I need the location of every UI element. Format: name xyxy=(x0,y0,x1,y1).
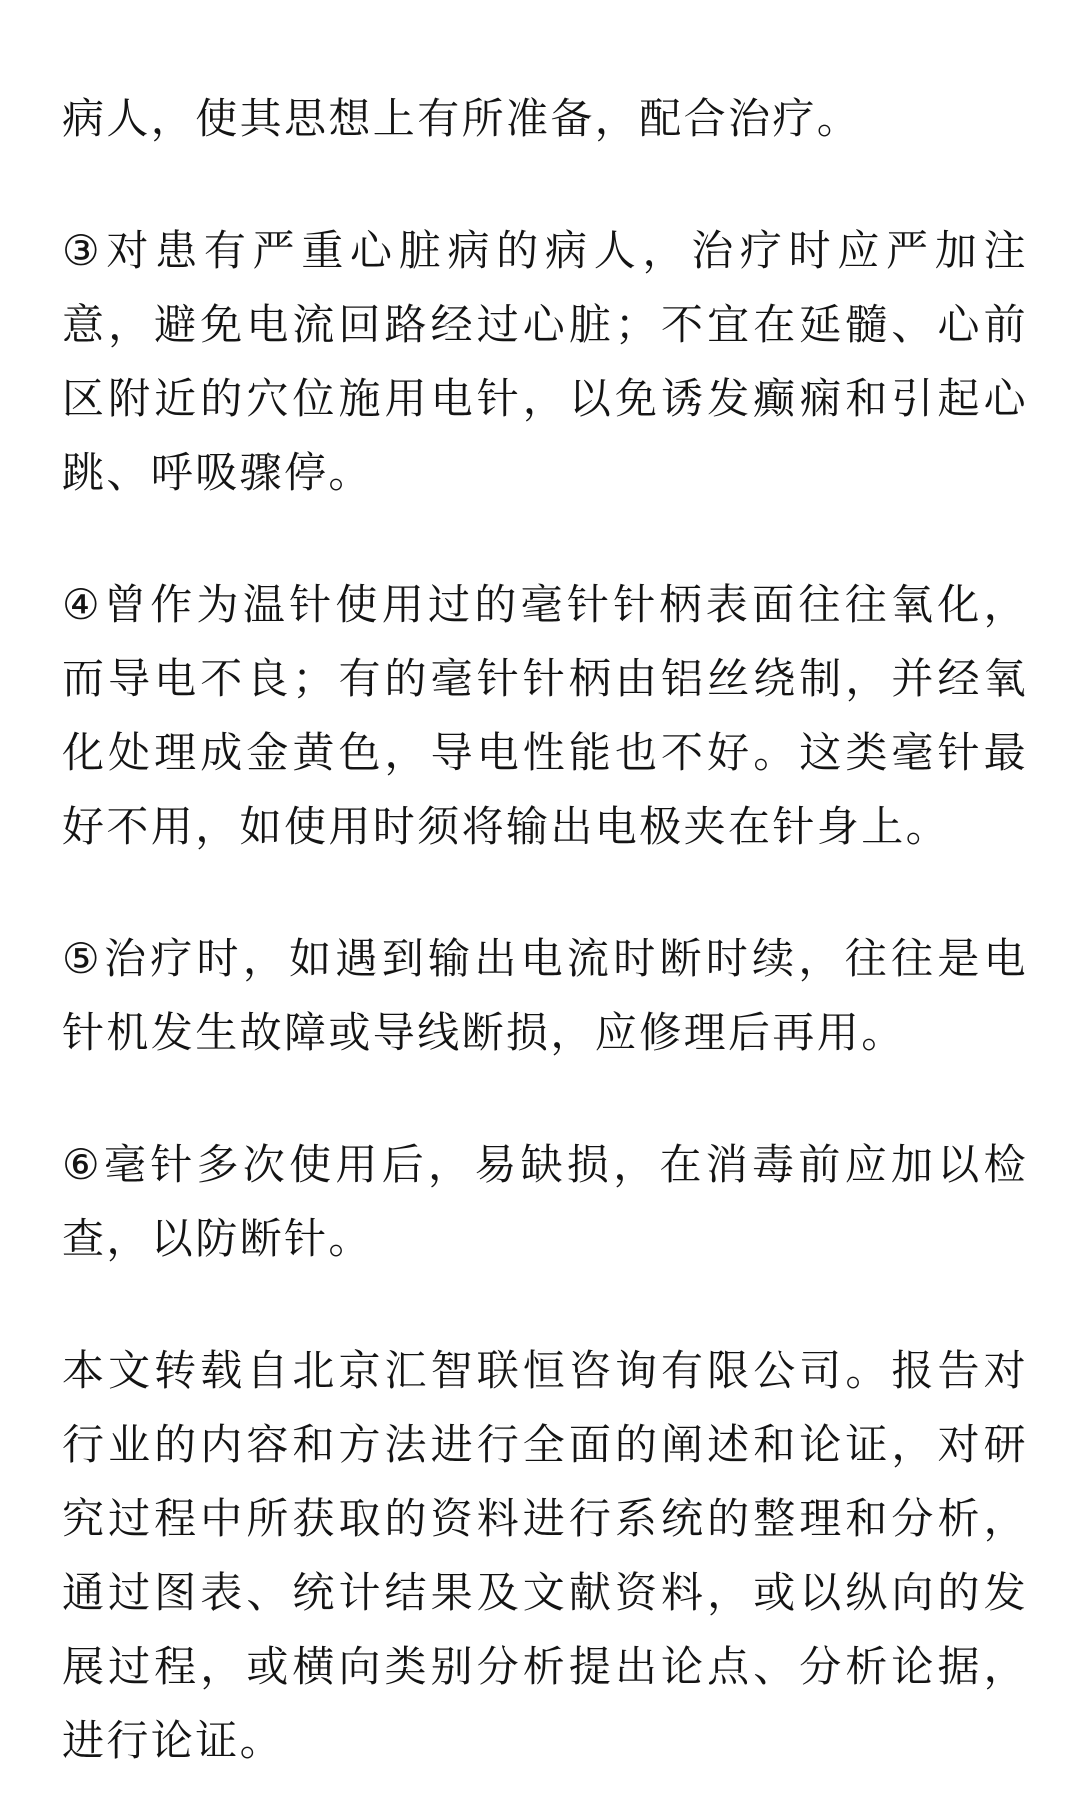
paragraph-intermittent-current: ⑤治疗时，如遇到输出电流时断时续，往往是电针机发生故障或导线断损，应修理后再用。 xyxy=(62,934,1028,1057)
paragraph-source-note: 本文转载自北京汇智联恒咨询有限公司。报告对行业的内容和方法进行全面的阐述和论证，对研究过程中所获取的资料进行系统的整理和分析，通过图表、统计结果及文献资料，或以纵向的发展过程，或横向类别分析提出论点、分析论据，进行论证。 xyxy=(62,1346,1028,1765)
paragraph-needle-inspection: ⑥毫针多次使用后，易缺损，在消毒前应加以检查，以防断针。 xyxy=(62,1140,1028,1263)
paragraph-oxidized-needle-handle: ④曾作为温针使用过的毫针针柄表面往往氧化，而导电不良；有的毫针针柄由铝丝绕制，并经氧化处理成金黄色，导电性能也不好。这类毫针最好不用，如使用时须将输出电极夹在针身上。 xyxy=(62,580,1028,851)
paragraph-heart-disease-caution: ③对患有严重心脏病的病人，治疗时应严加注意，避免电流回路经过心脏；不宜在延髓、心前区附近的穴位施用电针，以免诱发癫痫和引起心跳、呼吸骤停。 xyxy=(62,226,1028,497)
article-body xyxy=(62,82,1028,1778)
paragraph-patient-preparation: 病人，使其思想上有所准备，配合治疗。 xyxy=(62,94,862,143)
